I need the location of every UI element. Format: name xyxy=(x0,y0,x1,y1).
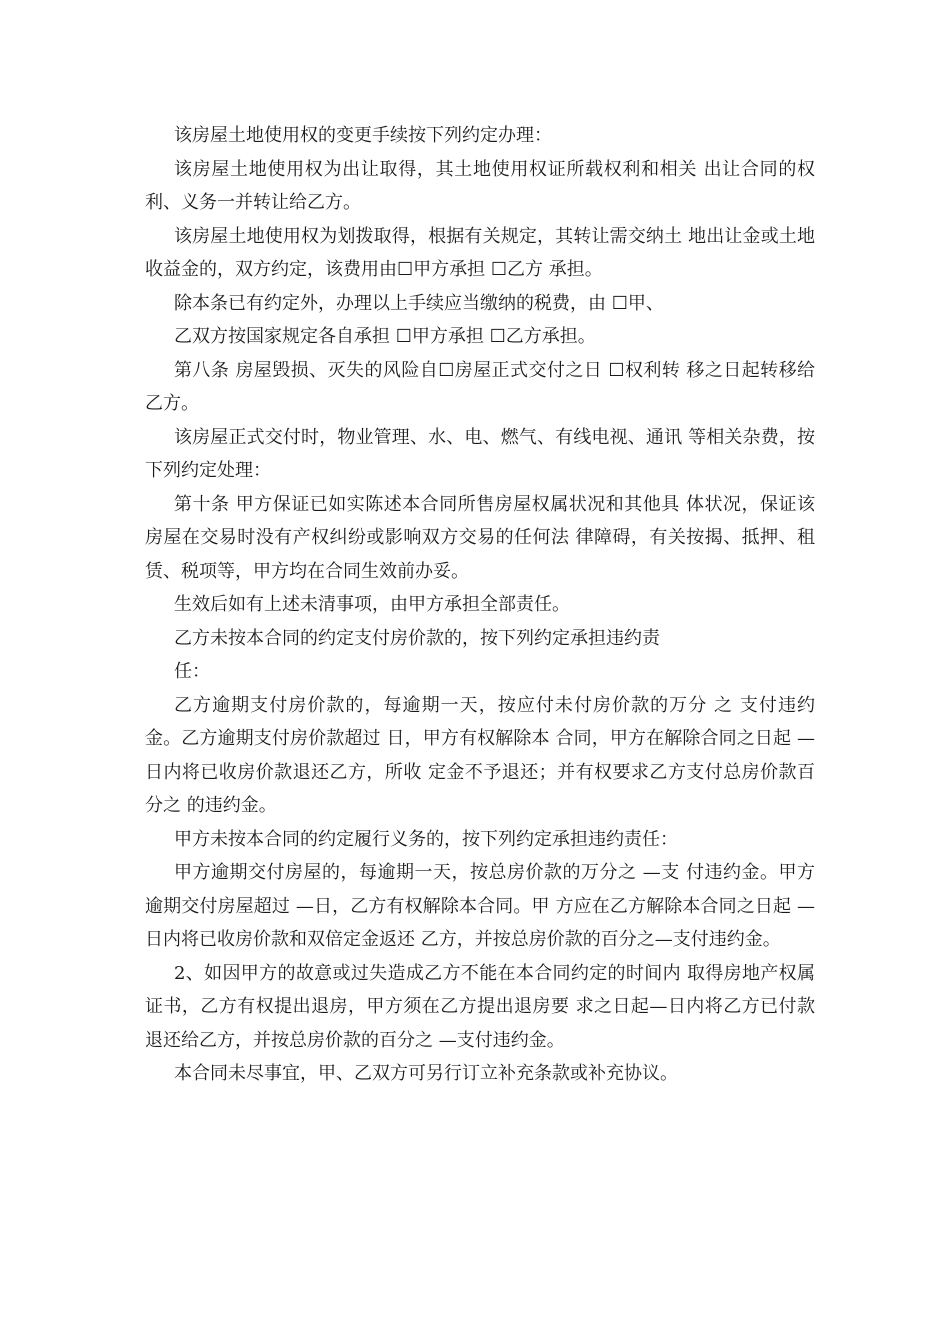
paragraph-delivery-fees: 该房屋正式交付时，物业管理、水、电、燃气、有线电视、通讯 等相关杂费，按下列约定处理： xyxy=(145,426,815,481)
paragraph-seller-overdue: 甲方逾期交付房屋的，每逾期一天，按总房价款的万分之 —支 付违约金。甲方逾期交付房屋超过 —日，乙方有权解除本合同。甲 方应在乙方解除本合同之日起 —日内将已收房价款和双倍定金返还 乙方，并按总房价款的百分之—支付违约金。 xyxy=(145,862,815,950)
paragraph-tax-bearing: 乙双方按国家规定各自承担 ☐甲方承担 ☐乙方承担。 xyxy=(174,326,596,347)
paragraph-supplementary: 本合同未尽事宜，甲、乙双方可另行订立补充条款或补充协议。 xyxy=(174,1063,678,1084)
paragraph-article-ten: 第十条 甲方保证已如实陈述本合同所售房屋权属状况和其他具 体状况，保证该房屋在交易时没有产权纠纷或影响双方交易的任何法 律障碍，有关按揭、抵押、租赁、税项等，甲方均在合同生效前办妥。 xyxy=(145,493,815,582)
paragraph-responsibility: 任： xyxy=(174,661,210,682)
paragraph-land-use-procedure: 该房屋土地使用权的变更手续按下列约定办理： xyxy=(174,125,552,146)
paragraph-tax-fee: 除本条已有约定外，办理以上手续应当缴纳的税费，由 ☐甲、 xyxy=(174,292,664,314)
paragraph-article-eight: 第八条 房屋毁损、灭失的风险自☐房屋正式交付之日 ☐权利转 移之日起转移给乙方。 xyxy=(145,359,815,414)
document-body xyxy=(145,119,815,1091)
paragraph-liability: 生效后如有上述未清事项，由甲方承担全部责任。 xyxy=(174,594,570,615)
paragraph-certificate-failure: 2、如因甲方的故意或过失造成乙方不能在本合同约定的时间内 取得房地产权属证书，乙方有权提出退房，甲方须在乙方提出退房要 求之日起—日内将乙方已付款退还给乙方，并按总房价款的百分之 —支付违约金。 xyxy=(145,962,815,1051)
paragraph-allocation-fee: 该房屋土地使用权为划拨取得，根据有关规定，其转让需交纳土 地出让金或土地收益金的，双方约定，该费用由☐甲方承担 ☐乙方 承担。 xyxy=(145,225,815,280)
paragraph-buyer-breach: 乙方未按本合同的约定支付房价款的，按下列约定承担违约责 xyxy=(174,627,660,649)
paragraph-transfer-right: 该房屋土地使用权为出让取得，其土地使用权证所载权利和相关 出让合同的权利、义务一并转让给乙方。 xyxy=(145,158,815,213)
paragraph-buyer-overdue: 乙方逾期支付房价款的，每逾期一天，按应付未付房价款的万分 之 支付违约金。乙方逾期支付房价款超过 日，甲方有权解除本 合同，甲方在解除合同之日起 —日内将已收房价款退还乙方，所收 定金不予退还；并有权要求乙方支付总房价款百分之 的违约金。 xyxy=(145,694,815,816)
paragraph-seller-breach: 甲方未按本合同的约定履行义务的，按下列约定承担违约责任： xyxy=(174,828,678,850)
